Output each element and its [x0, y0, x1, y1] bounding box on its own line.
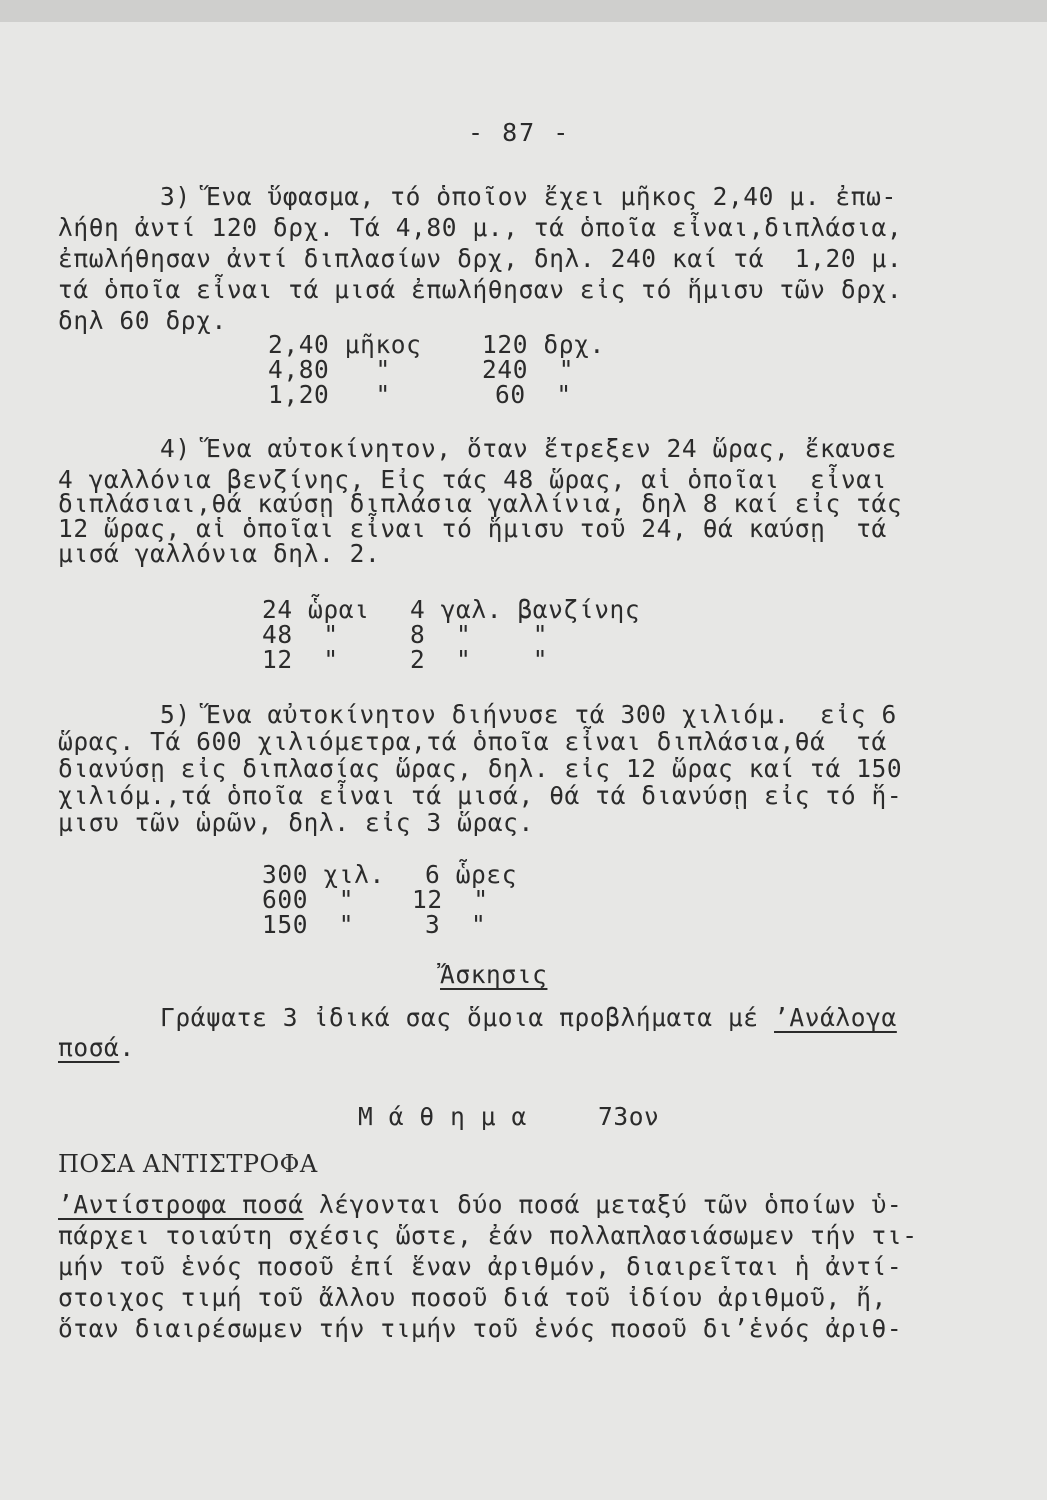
- definition-term: ’Αντίστροφα ποσά: [58, 1190, 304, 1219]
- p3-line-3: ἐπωλήθησαν ἀντί διπλασίων δρχ, δηλ. 240 καί τά 1,20 μ.: [58, 244, 903, 273]
- top-edge-band: [0, 0, 1047, 22]
- p4-line-5: μισά γαλλόνια δηλ. 2.: [58, 539, 381, 568]
- definition-line-4: στοιχος τιμή τοῦ ἄλλου ποσοῦ διά τοῦ ἰδίου ἀριθμοῦ, ἤ,: [58, 1283, 887, 1312]
- section-heading: ΠΟΣΑ ΑΝΤΙΣΤΡΟΦΑ: [58, 1150, 318, 1178]
- p5-line-3: διανύσῃ εἰς διπλασίας ὥρας, δηλ. εἰς 12 ὥρας καί τά 150: [58, 754, 903, 783]
- exercise-line-2: [58, 1033, 135, 1062]
- p3-table-r2-c2: 240 ": [482, 355, 575, 384]
- p4-line-3: διπλάσιαι,θά καύσῃ διπλάσια γαλλίνια, δηλ 8 καί εἰς τάς: [58, 489, 903, 518]
- p4-line-1: 4) Ἕνα αὐτοκίνητον, ὅταν ἔτρεξεν 24 ὥρας, ἔκαυσε: [160, 434, 897, 463]
- p4-line-4: 12 ὥρας, αἱ ὁποῖαι εἶναι τό ἥμισυ τοῦ 24, θά καύσῃ τά: [58, 514, 887, 543]
- p5-line-1: 5) Ἕνα αὐτοκίνητον διήνυσε τά 300 χιλιόμ. εἰς 6: [160, 700, 897, 729]
- definition-line-1: [58, 1190, 902, 1219]
- exercise-line-1-text: Γράψατε 3 ἰδικά σας ὅμοια προβλήματα μέ: [160, 1003, 775, 1032]
- p4-table-r2-c2: 8 " ": [410, 620, 549, 649]
- definition-line-1-rest: λέγονται δύο ποσά μεταξύ τῶν ὁποίων ὑ-: [303, 1190, 903, 1219]
- p3-line-5: δηλ 60 δρχ.: [58, 306, 227, 335]
- p3-line-2: λήθη ἀντί 120 δρχ. Τά 4,80 μ., τά ὁποῖα εἶναι,διπλάσια,: [58, 213, 903, 242]
- exercise-line-1: [160, 1003, 897, 1032]
- lesson-number: 73ον: [598, 1102, 660, 1131]
- definition-line-3: μήν τοῦ ἑνός ποσοῦ ἐπί ἕναν ἀριθμόν, διαιρεῖται ἡ ἀντί-: [58, 1252, 903, 1281]
- p3-table-r3-c2: 60 ": [495, 380, 572, 409]
- p3-table-r1-c2: 120 δρχ.: [482, 330, 605, 359]
- p4-table-r3-c2: 2 " ": [410, 645, 549, 674]
- p5-line-2: ὥρας. Τά 600 χιλιόμετρα,τά ὁποῖα εἶναι διπλάσια,θά τά: [58, 727, 887, 756]
- p4-table-r1-c2: 4 γαλ. βανζίνης: [410, 595, 641, 624]
- exercise-title: Ἄσκησις: [440, 960, 548, 989]
- p4-table-r1-c1: 24 ὧραι: [262, 595, 370, 624]
- p4-table-r2-c1: 48 ": [262, 620, 339, 649]
- p4-line-2: 4 γαλλόνια βενζίνης, Εἰς τάς 48 ὥρας, αἱ ὁποῖαι εἶναι: [58, 465, 887, 494]
- p3-line-4: τά ὁποῖα εἶναι τά μισά ἐπωλήθησαν εἰς τό ἥμισυ τῶν δρχ.: [58, 275, 903, 304]
- exercise-line-2-tail: .: [119, 1033, 135, 1062]
- p5-table-r2-c2: 12 ": [412, 885, 489, 914]
- p5-line-4: χιλιόμ.,τά ὁποῖα εἶναι τά μισά, θά τά διανύσῃ εἰς τό ἥ-: [58, 781, 903, 810]
- exercise-term-analoga: ’Ανάλογα: [774, 1003, 897, 1032]
- definition-line-5: ὅταν διαιρέσωμεν τήν τιμήν τοῦ ἑνός ποσοῦ δι’ἑνός ἀριθ-: [58, 1314, 903, 1343]
- p3-table-r1-c1: 2,40 μῆκος: [268, 330, 422, 359]
- p3-table-r3-c1: 1,20 ": [268, 380, 391, 409]
- p4-table-r3-c1: 12 ": [262, 645, 339, 674]
- lesson-label: Μ ά θ η μ α: [358, 1102, 527, 1131]
- p3-table-r2-c1: 4,80 ": [268, 355, 391, 384]
- p5-line-5: μισυ τῶν ὡρῶν, δηλ. εἰς 3 ὥρας.: [58, 808, 534, 837]
- exercise-term-posa: ποσά: [58, 1033, 120, 1062]
- page-number: - 87 -: [468, 118, 571, 147]
- p5-table-r1-c1: 300 χιλ.: [262, 860, 385, 889]
- p3-line-1: 3) Ἕνα ὕφασμα, τό ὁποῖον ἔχει μῆκος 2,40 μ. ἐπω-: [160, 182, 897, 211]
- p5-table-r1-c2: 6 ὧρες: [425, 860, 518, 889]
- p5-table-r3-c1: 150 ": [262, 910, 355, 939]
- p5-table-r3-c2: 3 ": [425, 910, 487, 939]
- definition-line-2: πάρχει τοιαύτη σχέσις ὥστε, ἐάν πολλαπλασιάσωμεν τήν τι-: [58, 1221, 918, 1250]
- p5-table-r2-c1: 600 ": [262, 885, 355, 914]
